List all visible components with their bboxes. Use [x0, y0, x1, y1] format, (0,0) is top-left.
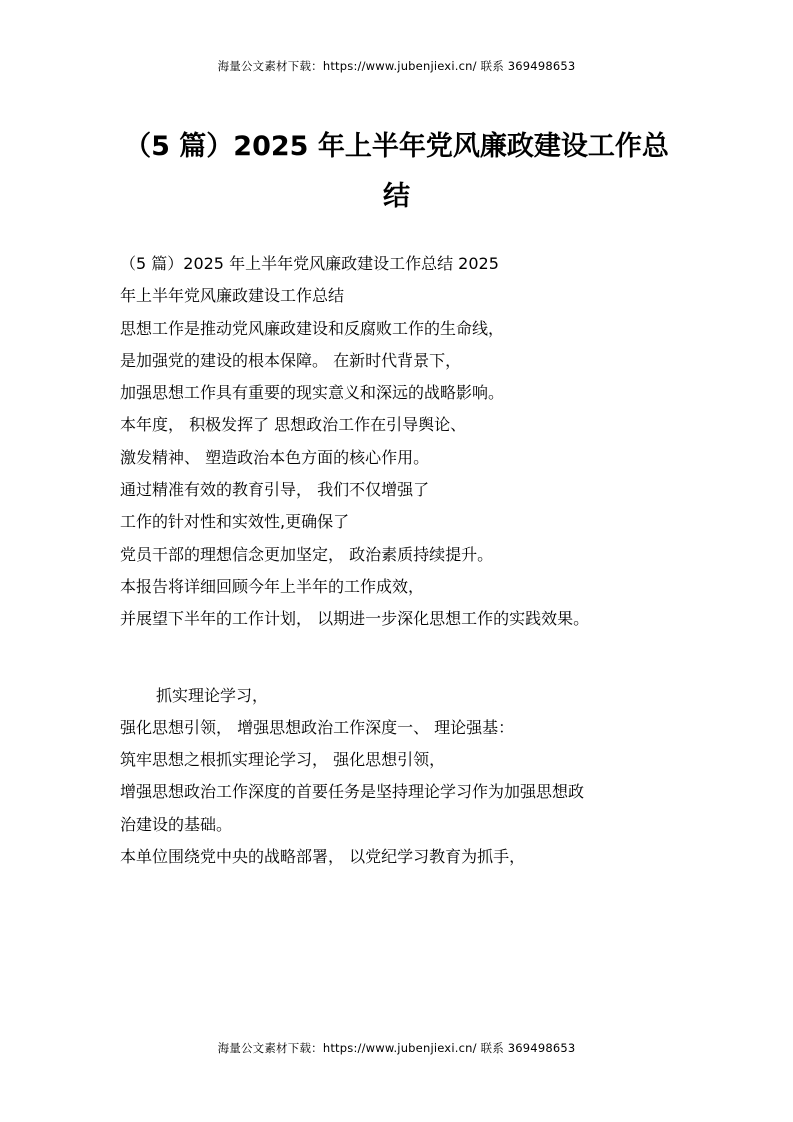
title-line-2: 结 [383, 181, 410, 212]
text-line: 是加强党的建设的根本保障。 在新时代背景下， [120, 350, 462, 370]
paragraph-2 [120, 682, 700, 876]
text-line: 强化思想引领， 增强思想政治工作深度一、 理论强基： [120, 717, 515, 737]
document-body [120, 250, 700, 875]
page-header [0, 58, 793, 74]
page-footer [0, 1040, 793, 1056]
text-line: 治建设的基础。 [120, 814, 233, 834]
text-line: 思想工作是推动党风廉政建设和反腐败工作的生命线， [120, 318, 505, 338]
text-line: 工作的针对性和实效性,更确保了 [120, 512, 350, 532]
paragraph-spacer [120, 638, 700, 682]
text-line: 本报告将详细回顾今年上半年的工作成效， [120, 576, 425, 596]
text-line: 激发精神、 塑造政治本色方面的核心作用。 [120, 447, 430, 467]
text-line: 本单位围绕党中央的战略部署， 以党纪学习教育为抓手， [120, 847, 526, 867]
footer-text: 海量公文素材下载：https://www.jubenjiexi.cn/ 联系 369498653 [217, 1041, 576, 1055]
document-title [100, 122, 693, 222]
text-line: 党员干部的理想信念更加坚定， 政治素质持续提升。 [120, 544, 494, 564]
text-line: 本年度， 积极发挥了 思想政治工作在引导舆论、 [120, 415, 467, 435]
text-line: 通过精准有效的教育引导， 我们不仅增强了 [120, 480, 430, 500]
text-line-indented: 抓实理论学习， [156, 685, 269, 705]
text-line: 年上半年党风廉政建设工作总结 [120, 286, 345, 306]
title-line-1: （5 篇）2025 年上半年党风廉政建设工作总 [124, 131, 669, 162]
header-text: 海量公文素材下载：https://www.jubenjiexi.cn/ 联系 369498653 [217, 59, 576, 73]
text-line: 并展望下半年的工作计划， 以期进一步深化思想工作的实践效果。 [120, 609, 590, 629]
paragraph-1 [120, 250, 700, 638]
text-line: 筑牢思想之根抓实理论学习， 强化思想引领， [120, 750, 446, 770]
text-line: 加强思想工作具有重要的现实意义和深远的战略影响。 [120, 383, 505, 403]
text-line: 增强思想政治工作深度的首要任务是坚持理论学习作为加强思想政 [120, 782, 585, 802]
text-line: （5 篇）2025 年上半年党风廉政建设工作总结 2025 [120, 254, 499, 273]
